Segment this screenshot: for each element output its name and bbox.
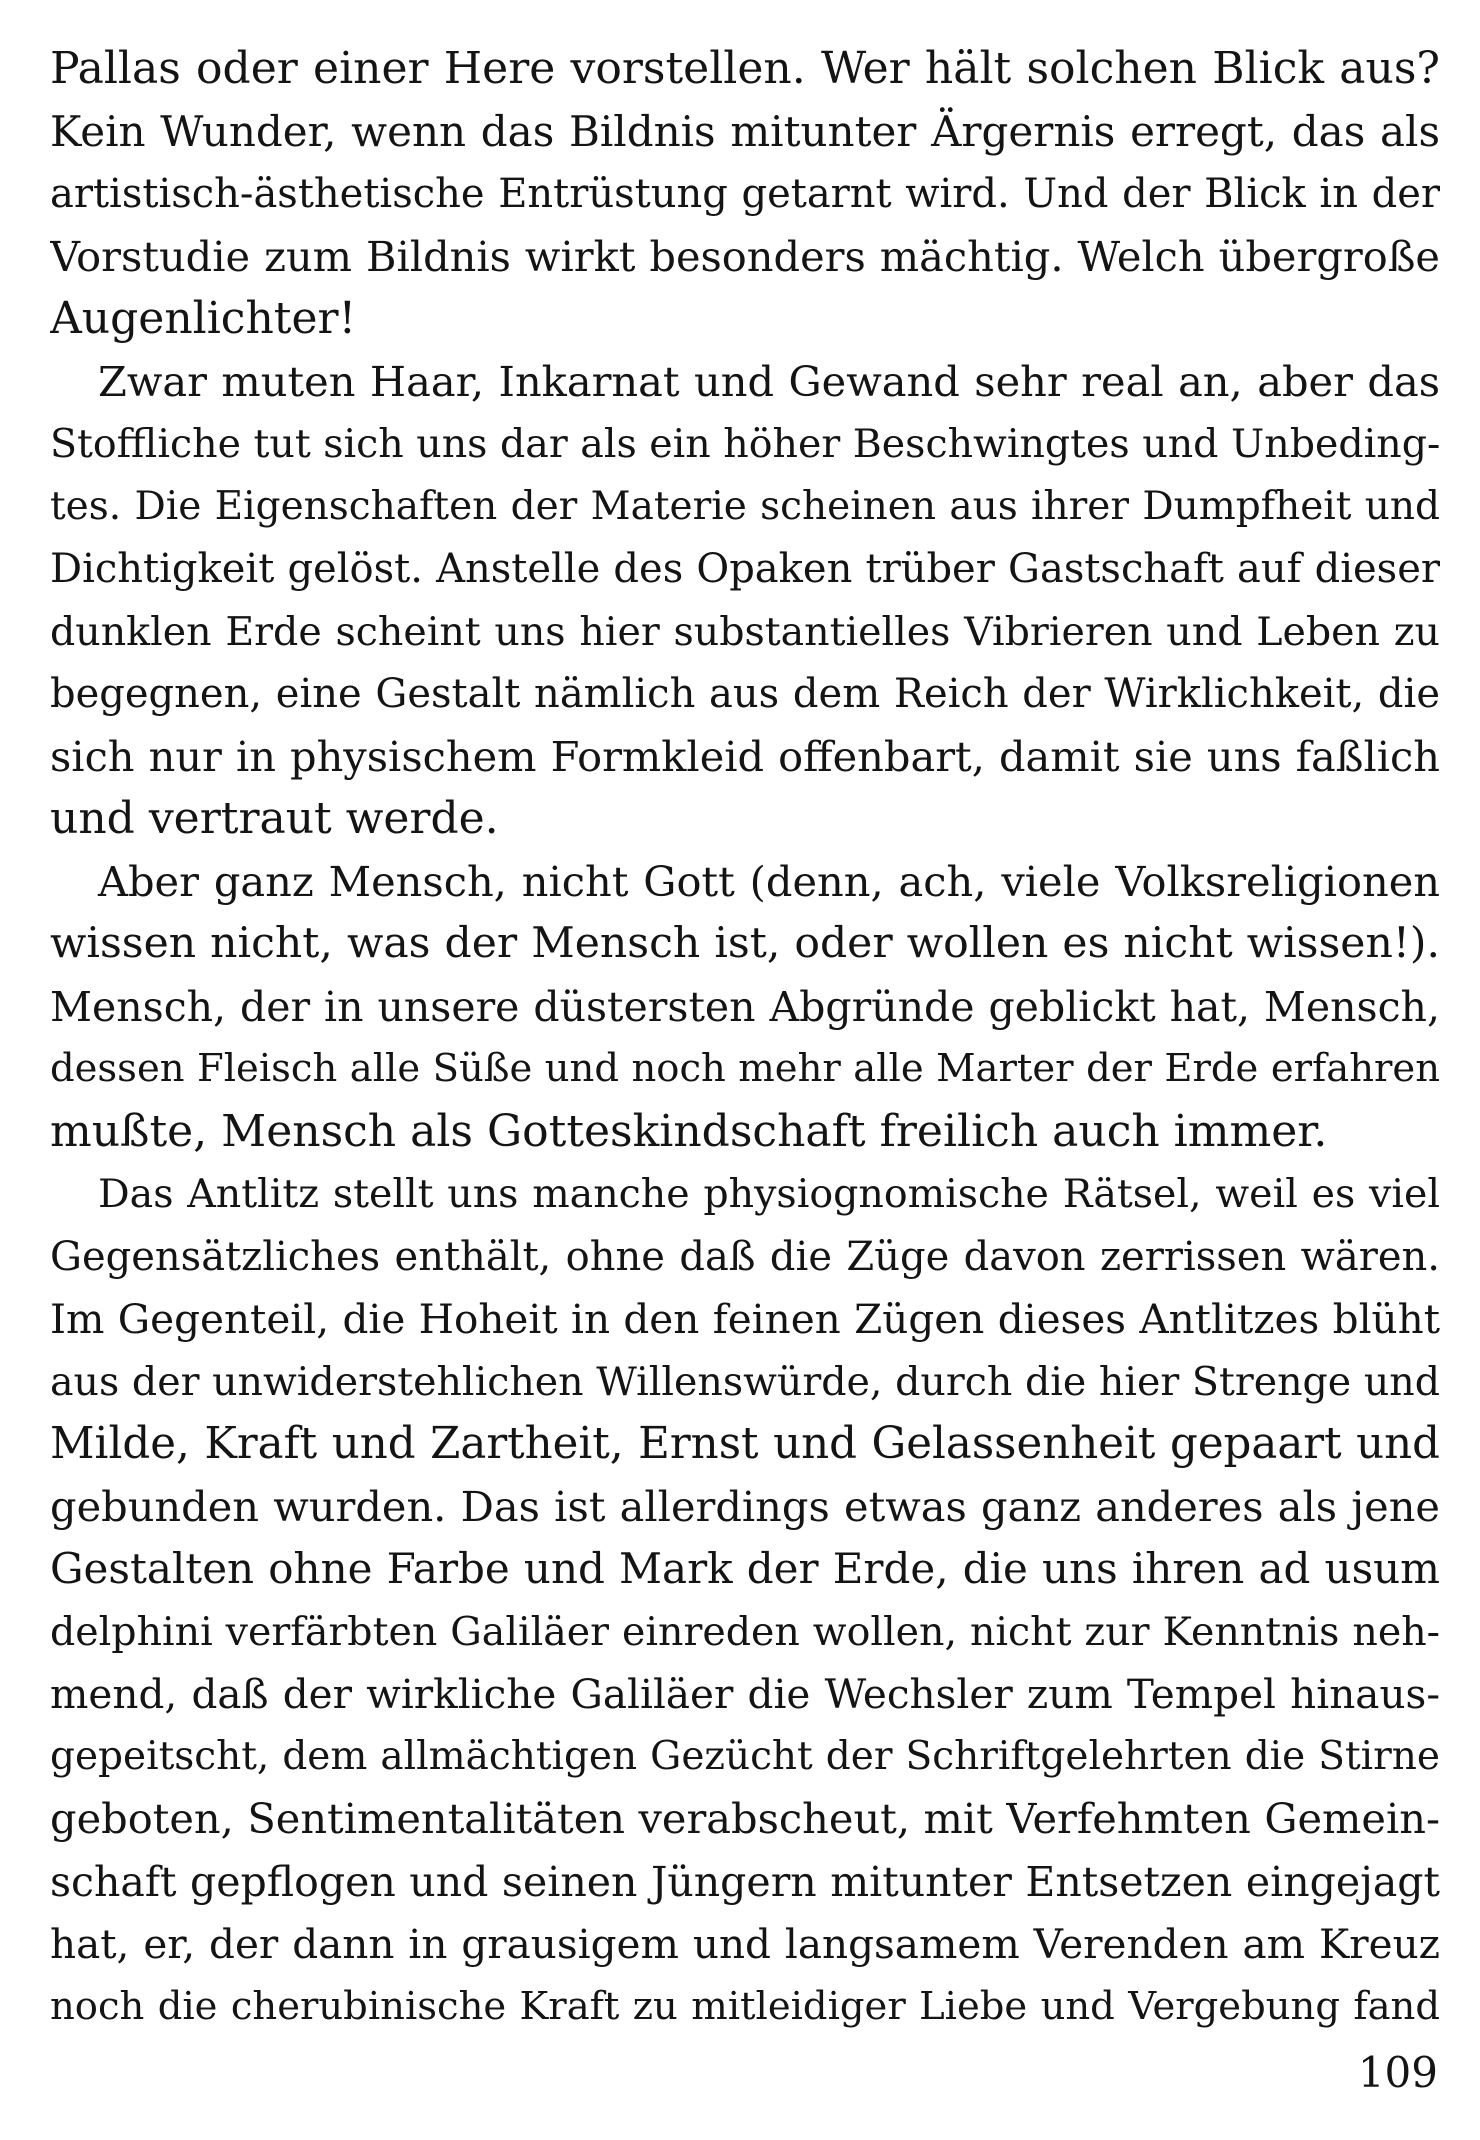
text-line: Pallas oder einer Here vorstellen. Wer hält solchen Blick aus?: [50, 43, 1440, 94]
text-line: geboten, Sentimentalitäten verabscheut, mit Verfehmten Gemein-: [50, 1794, 1440, 1843]
body-text: [50, 38, 1440, 2038]
text-line: Mensch, der in unsere düstersten Abgründe geblickt hat, Mensch,: [50, 982, 1440, 1031]
text-line: schaft gepflogen und seinen Jüngern mitunter Entsetzen eingejagt: [50, 1857, 1440, 1906]
page-number: 109: [1357, 2048, 1438, 2097]
text-line: Im Gegenteil, die Hoheit in den feinen Zügen dieses Antlitzes blüht: [50, 1295, 1440, 1343]
text-line: dessen Fleisch alle Süße und noch mehr alle Marter der Erde erfahren: [50, 1046, 1440, 1091]
text-line: hat, er, der dann in grausigem und langsamem Verenden am Kreuz: [50, 1920, 1440, 1968]
text-line: wissen nicht, was der Mensch ist, oder wollen es nicht wissen!).: [50, 919, 1440, 968]
text-line: gepeitscht, dem allmächtigen Gezücht der Schriftgelehrten die Stirne: [50, 1733, 1440, 1779]
text-line: Vorstudie zum Bildnis wirkt besonders mächtig. Welch übergroße: [50, 231, 1440, 281]
text-line: Gestalten ohne Farbe und Mark der Erde, die uns ihren ad usum: [50, 1544, 1440, 1593]
text-line: Dichtigkeit gelöst. Anstelle des Opaken trüber Gastschaft auf dieser: [50, 546, 1440, 592]
text-line: und vertraut werde.: [50, 793, 499, 844]
text-line: delphini verfärbten Galiläer einreden wollen, nicht zur Kenntnis neh-: [50, 1608, 1440, 1655]
text-line: begegnen, eine Gestalt nämlich aus dem Reich der Wirklichkeit, die: [50, 671, 1440, 717]
text-line: Kein Wunder, wenn das Bildnis mitunter Ärgernis erregt, das als: [50, 106, 1440, 156]
text-line: Zwar muten Haar, Inkarnat und Gewand sehr real an, aber das: [98, 356, 1440, 406]
text-line: Das Antlitz stellt uns manche physiognomische Rätsel, weil es viel: [98, 1171, 1440, 1217]
text-line: mußte, Mensch als Gotteskindschaft freilich auch immer.: [50, 1105, 1328, 1157]
text-line: sich nur in physischem Formkleid offenbart, damit sie uns faßlich: [50, 731, 1440, 781]
text-line: dunklen Erde scheint uns hier substantielles Vibrieren und Leben zu: [50, 608, 1440, 655]
text-line: Milde, Kraft und Zartheit, Ernst und Gelassenheit gepaart und: [50, 1419, 1440, 1469]
text-line: tes. Die Eigenschaften der Materie scheinen aus ihrer Dumpfheit und: [50, 483, 1440, 529]
text-line: noch die cherubinische Kraft zu mitleidiger Liebe und Vergebung fand: [50, 1983, 1440, 2029]
text-line: Stoffliche tut sich uns dar als ein höher Beschwingtes und Unbeding-: [50, 421, 1440, 467]
text-line: Gegensätzliches enthält, ohne daß die Züge davon zerrissen wären.: [50, 1233, 1440, 1280]
text-line: gebunden wurden. Das ist allerdings etwas ganz anderes als jene: [50, 1481, 1440, 1531]
text-line: Augenlichter!: [50, 293, 357, 344]
text-line: Aber ganz Mensch, nicht Gott (denn, ach, viele Volksreligionen: [98, 856, 1440, 906]
text-line: artistisch-ästhetische Entrüstung getarnt wird. Und der Blick in der: [50, 171, 1440, 217]
text-line: mend, daß der wirkliche Galiläer die Wechsler zum Tempel hinaus-: [50, 1670, 1440, 1718]
text-line: aus der unwiderstehlichen Willenswürde, durch die hier Strenge und: [50, 1358, 1440, 1405]
